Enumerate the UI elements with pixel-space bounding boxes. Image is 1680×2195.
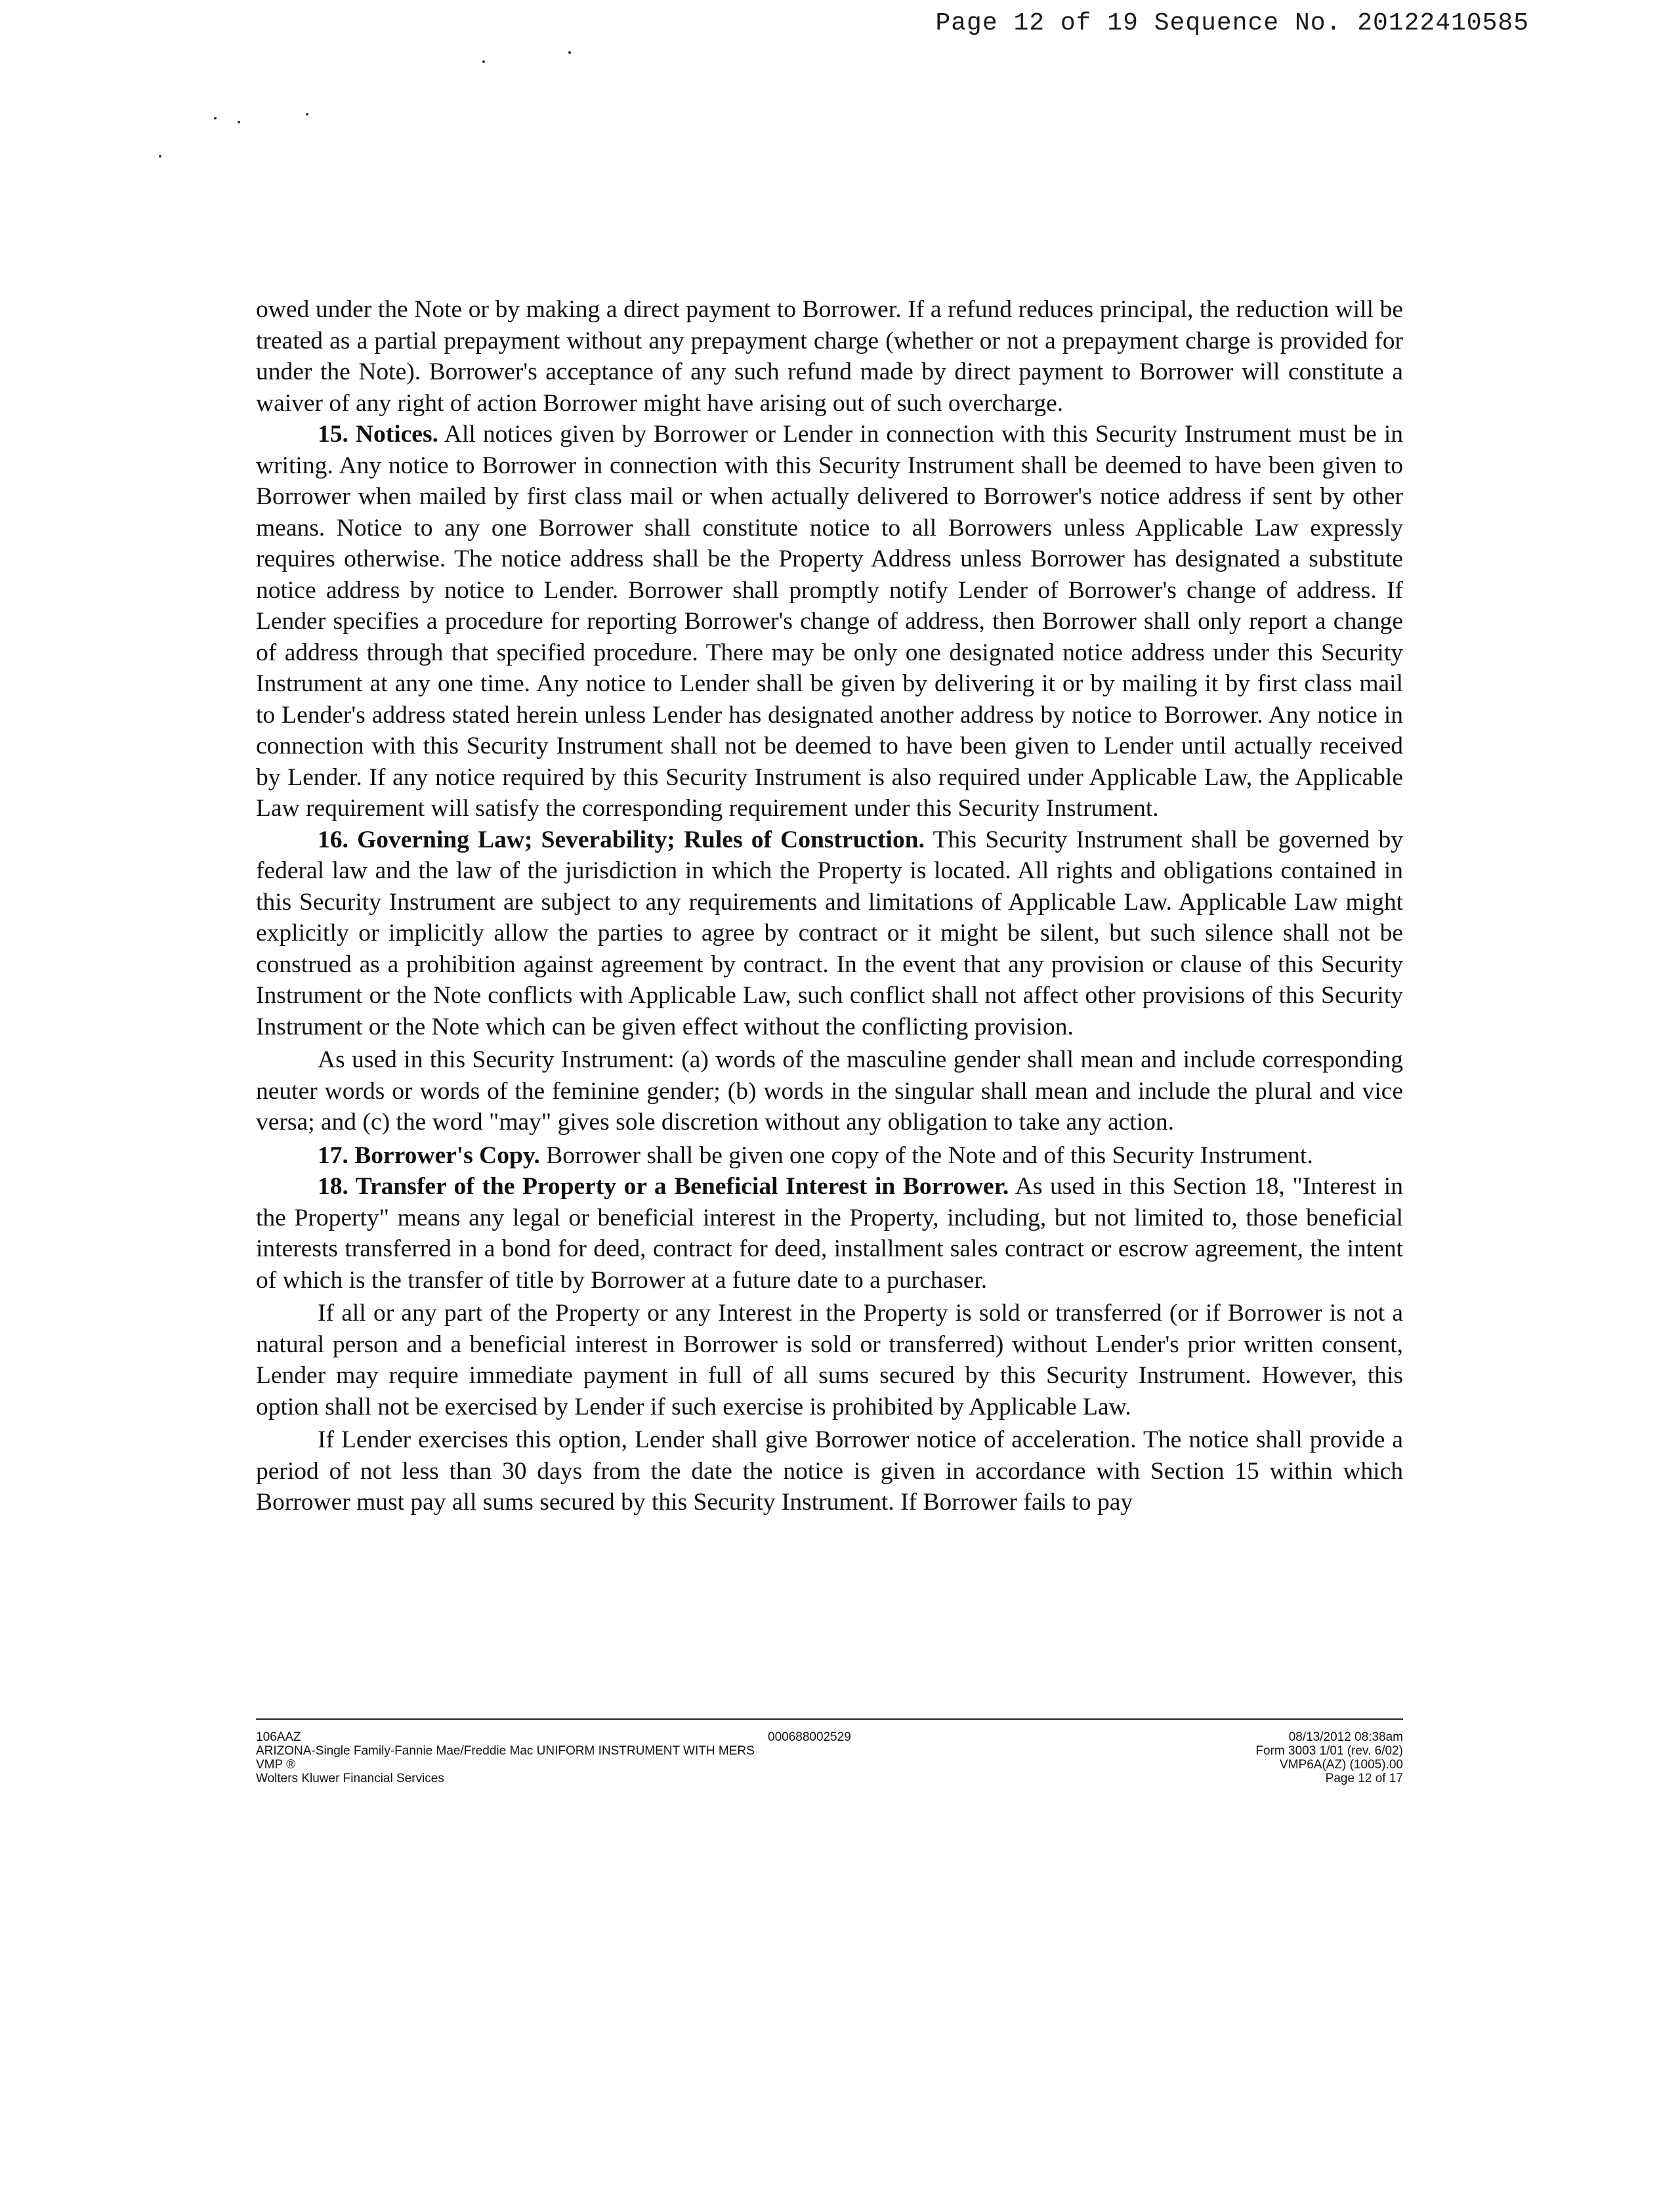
scan-speck <box>306 113 308 116</box>
scan-speck <box>482 60 485 63</box>
footer-right <box>1255 1730 1403 1785</box>
publisher-name: Wolters Kluwer Financial Services <box>256 1772 444 1785</box>
section-16-text: This Security Instrument shall be governed by federal law and the law of the jurisdiction in which the Property is located. All rights and obligations contained in this Security Instrument are subject to any requirements and limitations of Applicable Law. Applicable Law might explicitly or implicitly allow the parties to agree by contract or it might be silent, but such silence shall not be construed as a prohibition against agreement by contract. In the event that any provision or clause of this Security Instrument or the Note conflicts with Applicable Law, such conflict shall not affect other provisions of this Security Instrument or the Note which can be given effect without the conflicting provision. <box>256 826 1403 1040</box>
section-15 <box>256 419 1403 824</box>
page-sequence-stamp: Page 12 of 19 Sequence No. 20122410585 <box>935 9 1529 37</box>
scan-speck <box>238 121 240 123</box>
section-16-paragraph-2: As used in this Security Instrument: (a) words of the masculine gender shall mean and include corresponding neuter words or words of the feminine gender; (b) words in the singular shall mean and include the plural and vice versa; and (c) the word "may" gives sole discretion without any obligation to take any action. <box>256 1046 1403 1136</box>
section-17 <box>256 1140 1403 1172</box>
document-body <box>256 294 1403 1518</box>
form-code: 106AAZ <box>256 1730 301 1744</box>
loan-number: 000688002529 <box>768 1730 851 1744</box>
paragraph-overcharge: owed under the Note or by making a direct payment to Borrower. If a refund reduces principal, the reduction will be treated as a partial prepayment without any prepayment charge (whether or not a prepayment charge is provided for under the Note). Borrower's acceptance of any such refund made by direct payment to Borrower will constitute a waiver of any right of action Borrower might have arising out of such overcharge. <box>256 296 1403 417</box>
section-16-title: 16. Governing Law; Severability; Rules of Construction. <box>318 826 925 853</box>
section-18-paragraph-3: If Lender exercises this option, Lender shall give Borrower notice of acceleration. The notice shall provide a period of not less than 30 days from the date the notice is given in accordance with Section 15 within which Borrower must pay all sums secured by this Security Instrument. If Borrower fails to pay <box>256 1426 1403 1516</box>
footer-middle <box>768 1730 851 1744</box>
vmp-code: VMP6A(AZ) (1005).00 <box>1280 1758 1403 1772</box>
form-name: ARIZONA-Single Family-Fannie Mae/Freddie Mac UNIFORM INSTRUMENT WITH MERS <box>256 1744 755 1758</box>
print-datetime: 08/13/2012 08:38am <box>1288 1730 1403 1744</box>
page-indicator: Page 12 of 17 <box>1325 1772 1403 1785</box>
footer-left <box>256 1730 755 1785</box>
scan-speck <box>159 155 161 158</box>
scan-speck <box>214 117 217 119</box>
section-17-title: 17. Borrower's Copy. <box>318 1141 540 1169</box>
form-number: Form 3003 1/01 (rev. 6/02) <box>1255 1744 1403 1758</box>
section-16 <box>256 824 1403 1043</box>
scan-speck <box>568 51 571 54</box>
footer-divider <box>256 1718 1403 1720</box>
section-18-text: As used in this Section 18, "Interest in the Property" means any legal or beneficial interest in the Property, including, but not limited to, those beneficial interests transferred in a bond for deed, contract for deed, installment sales contract or escrow agreement, the intent of which is the transfer of title by Borrower at a future date to a purchaser. <box>256 1173 1403 1294</box>
section-18 <box>256 1171 1403 1296</box>
section-18-paragraph-2: If all or any part of the Property or any Interest in the Property is sold or transferred (or if Borrower is not a natural person and a beneficial interest in Borrower is sold or transferred) without Lender's prior written consent, Lender may require immediate payment in full of all sums secured by this Security Instrument. However, this option shall not be exercised by Lender if such exercise is prohibited by Applicable Law. <box>256 1300 1403 1420</box>
section-17-text: Borrower shall be given one copy of the Note and of this Security Instrument. <box>539 1141 1313 1169</box>
section-15-text: All notices given by Borrower or Lender in connection with this Security Instrument must be in writing. Any notice to Borrower in connection with this Security Instrument shall be deemed to have been given to Borrower when mailed by first class mail or when actually delivered to Borrower's notice address if sent by other means. Notice to any one Borrower shall constitute notice to all Borrowers unless Applicable Law expressly requires otherwise. The notice address shall be the Property Address unless Borrower has designated a substitute notice address by notice to Lender. Borrower shall promptly notify Lender of Borrower's change of address. If Lender specifies a procedure for reporting Borrower's change of address, then Borrower shall only report a change of address through that specified procedure. There may be only one designated notice address under this Security Instrument at any one time. Any notice to Lender shall be given by delivering it or by mailing it by first class mail to Lender's address stated herein unless Lender has designated another address by notice to Borrower. Any notice in connection with this Security Instrument shall not be deemed to have been given to Lender until actually received by Lender. If any notice required by this Security Instrument is also required under Applicable Law, the Applicable Law requirement will satisfy the corresponding requirement under this Security Instrument. <box>256 421 1404 822</box>
section-15-title: 15. Notices. <box>318 421 438 448</box>
section-18-title: 18. Transfer of the Property or a Beneficial Interest in Borrower. <box>318 1173 1009 1200</box>
vmp-mark: VMP ® <box>256 1758 296 1772</box>
